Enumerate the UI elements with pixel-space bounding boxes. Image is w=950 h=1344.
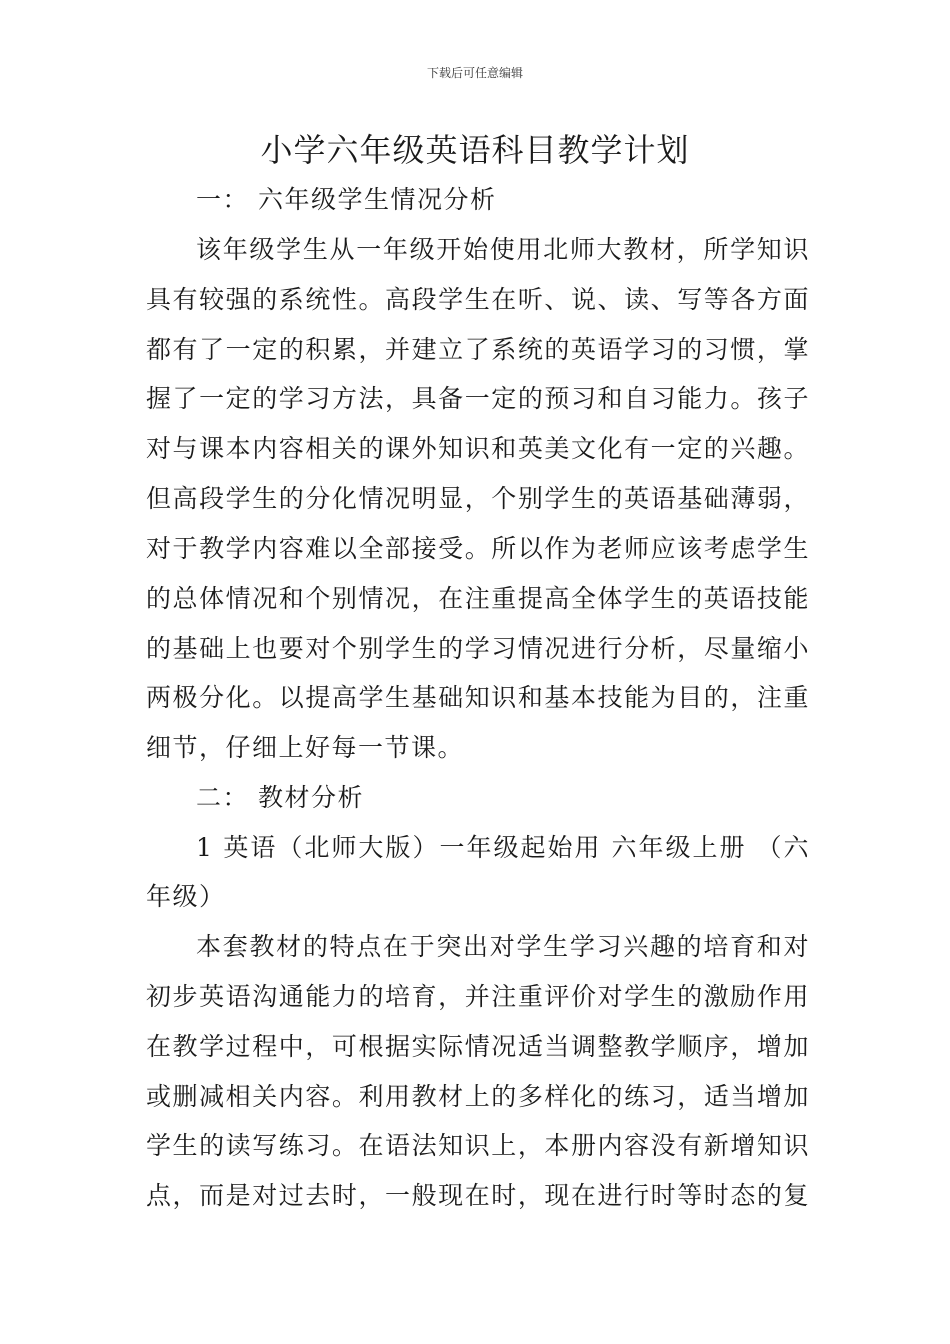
paragraph-line: 两极分化。以提高学生基础知识和基本技能为目的，注重 (146, 683, 810, 712)
paragraph-line: 的基础上也要对个别学生的学习情况进行分析，尽量缩小 (146, 634, 810, 663)
paragraph-line: 握了一定的学习方法，具备一定的预习和自习能力。孩子 (146, 384, 810, 413)
paragraph-line: 学生的读写练习。在语法知识上，本册内容没有新增知识 (146, 1131, 810, 1160)
paragraph-line: 但高段学生的分化情况明显，个别学生的英语基础薄弱， (146, 484, 810, 513)
section-2-title: 教材分析 (258, 783, 365, 812)
paragraph-line: 该年级学生从一年级开始使用北师大教材，所学知识 (196, 235, 810, 264)
paragraph-line: 都有了一定的积累，并建立了系统的英语学习的习惯，掌 (146, 335, 810, 364)
textbook-item-line: 1 英语（北师大版）一年级起始用 六年级上册 （六 (196, 833, 810, 862)
section-1-number: 一： (196, 185, 250, 214)
section-1-title: 六年级学生情况分析 (258, 185, 497, 214)
paragraph-line: 对与课本内容相关的课外知识和英美文化有一定的兴趣。 (146, 434, 810, 463)
header-note: 下载后可任意编辑 (426, 66, 523, 80)
section-2-heading (196, 780, 860, 816)
paragraph-line: 本套教材的特点在于突出对学生学习兴趣的培育和对 (196, 932, 810, 961)
section-2-number: 二： (196, 783, 250, 812)
paragraph-line: 或删减相关内容。利用教材上的多样化的练习，适当增加 (146, 1082, 810, 1111)
paragraph-line: 点，而是对过去时，一般现在时，现在进行时等时态的复 (146, 1181, 810, 1210)
paragraph-line: 初步英语沟通能力的培育，并注重评价对学生的激励作用 (146, 982, 810, 1011)
paragraph-line: 对于教学内容难以全部接受。所以作为老师应该考虑学生 (146, 534, 810, 563)
section-1-heading (196, 182, 860, 218)
textbook-item-line: 年级） (146, 882, 226, 911)
paragraph-line: 具有较强的系统性。高段学生在听、说、读、写等各方面 (146, 285, 810, 314)
document-title: 小学六年级英语科目教学计划 (260, 131, 690, 169)
paragraph-line: 在教学过程中，可根据实际情况适当调整教学顺序，增加 (146, 1032, 810, 1061)
paragraph-line: 的总体情况和个别情况，在注重提高全体学生的英语技能 (146, 584, 810, 613)
paragraph-line: 细节，仔细上好每一节课。 (146, 733, 465, 762)
